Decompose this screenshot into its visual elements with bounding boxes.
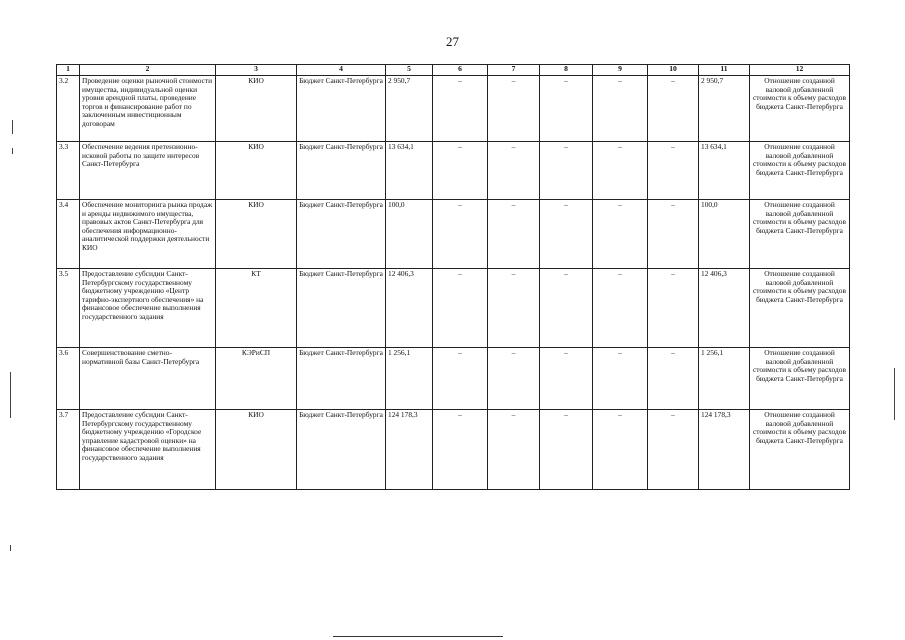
year-value: – [488, 410, 540, 490]
row-number: 3.7 [57, 410, 80, 490]
row-number: 3.2 [57, 76, 80, 142]
year-value: – [433, 200, 488, 269]
indicator: Отношение созданной валовой добавленной стоимости к объему расходов бюджета Санкт-Петербурга [750, 348, 850, 410]
total-amount: 1 256,1 [386, 348, 433, 410]
executor: КЭРиСП [216, 348, 297, 410]
indicator: Отношение созданной валовой добавленной стоимости к объему расходов бюджета Санкт-Петербурга [750, 269, 850, 348]
activity-name: Обеспечение ведения претензионно-исковой работы по защите интересов Санкт-Петербурга [80, 142, 216, 200]
column-header: 3 [216, 65, 297, 76]
year-value: – [648, 348, 699, 410]
column-header: 2 [80, 65, 216, 76]
funding-source: Бюджет Санкт-Петербурга [297, 76, 386, 142]
row-number: 3.6 [57, 348, 80, 410]
table-row [57, 142, 850, 200]
year-value: 124 178,3 [699, 410, 750, 490]
margin-mark [10, 372, 11, 418]
row-number: 3.3 [57, 142, 80, 200]
year-value: – [593, 410, 648, 490]
year-value: – [648, 76, 699, 142]
year-value: – [593, 200, 648, 269]
funding-source: Бюджет Санкт-Петербурга [297, 142, 386, 200]
indicator: Отношение созданной валовой добавленной стоимости к объему расходов бюджета Санкт-Петербурга [750, 142, 850, 200]
indicator: Отношение созданной валовой добавленной стоимости к объему расходов бюджета Санкт-Петербурга [750, 200, 850, 269]
year-value: – [488, 76, 540, 142]
year-value: – [593, 269, 648, 348]
total-amount: 100,0 [386, 200, 433, 269]
column-header: 11 [699, 65, 750, 76]
activity-name: Обеспечение мониторинга рынка продаж и аренды недвижимого имущества, правовых актов Санкт-Петербурга для обеспечения информационно-аналитической поддержки деятельности КИО [80, 200, 216, 269]
table-row [57, 76, 850, 142]
margin-mark [10, 545, 11, 551]
year-value: – [540, 200, 593, 269]
funding-source: Бюджет Санкт-Петербурга [297, 348, 386, 410]
year-value: – [433, 410, 488, 490]
funding-source: Бюджет Санкт-Петербурга [297, 269, 386, 348]
activity-name: Совершенствование сметно-нормативной базы Санкт-Петербурга [80, 348, 216, 410]
funding-source: Бюджет Санкт-Петербурга [297, 200, 386, 269]
year-value: – [540, 410, 593, 490]
executor: КИО [216, 410, 297, 490]
total-amount: 2 950,7 [386, 76, 433, 142]
column-header: 10 [648, 65, 699, 76]
activity-name: Проведение оценки рыночной стоимости имущества, индивидуальной оценки уровня арендной платы, проведение торгов и финансирование работ по заключенным инвестиционным договорам [80, 76, 216, 142]
footer-rule [333, 636, 503, 637]
table-row [57, 200, 850, 269]
year-value: – [433, 269, 488, 348]
year-value: – [433, 348, 488, 410]
margin-mark [12, 148, 13, 154]
year-value: – [593, 142, 648, 200]
total-amount: 13 634,1 [386, 142, 433, 200]
year-value: 13 634,1 [699, 142, 750, 200]
year-value: – [648, 200, 699, 269]
column-header: 4 [297, 65, 386, 76]
column-header: 5 [386, 65, 433, 76]
activity-name: Предоставление субсидии Санкт-Петербургскому государственному бюджетному учреждению «Центр тарифно-экспертного обеспечения» на финансовое обеспечение выполнения государственного задания [80, 269, 216, 348]
year-value: – [540, 142, 593, 200]
executor: КИО [216, 142, 297, 200]
year-value: – [593, 76, 648, 142]
year-value: – [540, 269, 593, 348]
year-value: – [488, 200, 540, 269]
table-row [57, 269, 850, 348]
indicator: Отношение созданной валовой добавленной стоимости к объему расходов бюджета Санкт-Петербурга [750, 410, 850, 490]
column-header: 6 [433, 65, 488, 76]
row-number: 3.5 [57, 269, 80, 348]
column-header: 9 [593, 65, 648, 76]
header-row [57, 65, 850, 76]
executor: КИО [216, 200, 297, 269]
indicator: Отношение созданной валовой добавленной стоимости к объему расходов бюджета Санкт-Петербурга [750, 76, 850, 142]
program-table [56, 64, 850, 490]
row-number: 3.4 [57, 200, 80, 269]
total-amount: 124 178,3 [386, 410, 433, 490]
table-body [57, 76, 850, 490]
year-value: 2 950,7 [699, 76, 750, 142]
year-value: – [488, 142, 540, 200]
year-value: – [433, 76, 488, 142]
column-header: 8 [540, 65, 593, 76]
year-value: – [488, 348, 540, 410]
year-value: – [433, 142, 488, 200]
activity-name: Предоставление субсидии Санкт-Петербургскому государственному бюджетному учреждению «Городское управление кадастровой оценки» на финансовое обеспечение выполнения государственного задания [80, 410, 216, 490]
page-number: 27 [446, 34, 459, 49]
year-value: 100,0 [699, 200, 750, 269]
year-value: – [488, 269, 540, 348]
year-value: – [648, 269, 699, 348]
column-header: 12 [750, 65, 850, 76]
year-value: – [648, 410, 699, 490]
year-value: 1 256,1 [699, 348, 750, 410]
funding-source: Бюджет Санкт-Петербурга [297, 410, 386, 490]
year-value: – [540, 348, 593, 410]
column-header: 1 [57, 65, 80, 76]
total-amount: 12 406,3 [386, 269, 433, 348]
year-value: – [540, 76, 593, 142]
margin-mark [12, 120, 13, 134]
year-value: – [648, 142, 699, 200]
executor: КИО [216, 76, 297, 142]
executor: КТ [216, 269, 297, 348]
table-row [57, 410, 850, 490]
table-row [57, 348, 850, 410]
column-header: 7 [488, 65, 540, 76]
year-value: 12 406,3 [699, 269, 750, 348]
year-value: – [593, 348, 648, 410]
margin-mark [894, 368, 895, 420]
